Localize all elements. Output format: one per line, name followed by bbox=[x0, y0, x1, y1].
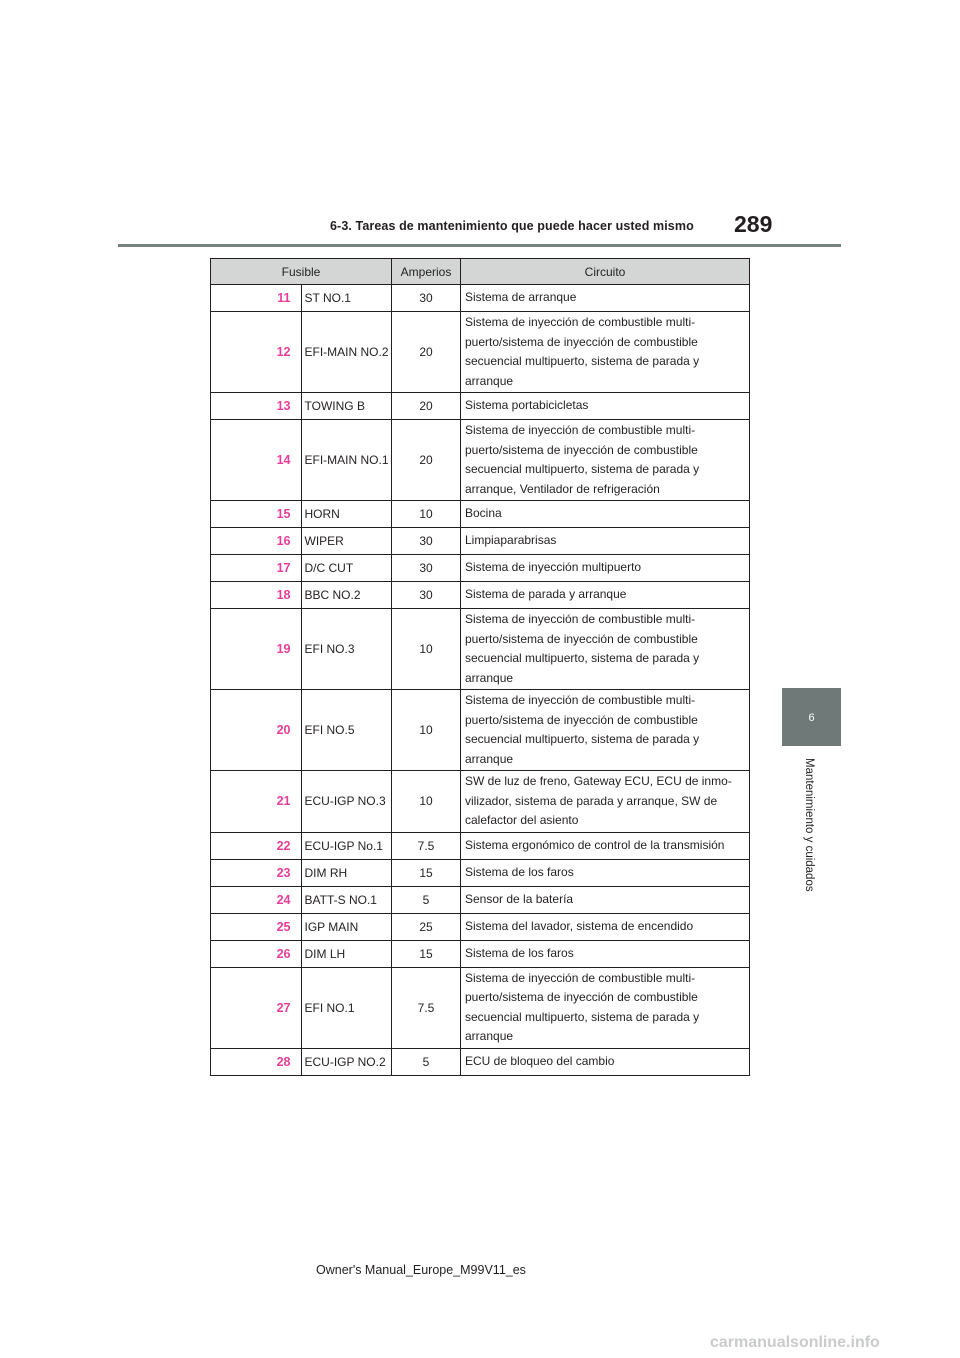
fuse-name: BATT-S NO.1 bbox=[301, 886, 392, 913]
fuse-number: 27 bbox=[211, 967, 302, 1048]
fuse-name: ECU-IGP NO.2 bbox=[301, 1048, 392, 1075]
fuse-name: BBC NO.2 bbox=[301, 582, 392, 609]
fuse-number: 19 bbox=[211, 609, 302, 690]
table-header-row bbox=[211, 259, 750, 285]
fuse-name: DIM RH bbox=[301, 859, 392, 886]
fuse-circuit: Sistema de arranque bbox=[461, 285, 750, 312]
fuse-amperage: 20 bbox=[392, 393, 461, 420]
section-title: 6-3. Tareas de mantenimiento que puede hacer usted mismo bbox=[330, 219, 694, 233]
fuse-number: 17 bbox=[211, 555, 302, 582]
fuse-name: WIPER bbox=[301, 528, 392, 555]
fuse-name: EFI-MAIN NO.1 bbox=[301, 420, 392, 501]
table-row bbox=[211, 420, 750, 501]
table-row bbox=[211, 771, 750, 833]
column-header-circuito: Circuito bbox=[461, 259, 750, 285]
fuse-number: 28 bbox=[211, 1048, 302, 1075]
fuse-circuit: Sistema del lavador, sistema de encendido bbox=[461, 913, 750, 940]
table-row bbox=[211, 913, 750, 940]
fuse-number: 13 bbox=[211, 393, 302, 420]
fuse-number: 25 bbox=[211, 913, 302, 940]
table-row bbox=[211, 501, 750, 528]
table-row bbox=[211, 886, 750, 913]
fuse-amperage: 7.5 bbox=[392, 832, 461, 859]
fuse-name: TOWING B bbox=[301, 393, 392, 420]
fuse-amperage: 5 bbox=[392, 1048, 461, 1075]
fuse-circuit: Sistema de inyección de combustible multi-puerto/sistema de inyección de combustible secuencial multipuerto, sistema de parada y arranque bbox=[461, 312, 750, 393]
fuse-amperage: 20 bbox=[392, 420, 461, 501]
fuse-circuit: SW de luz de freno, Gateway ECU, ECU de inmo-vilizador, sistema de parada y arranque, SW de calefactor del asiento bbox=[461, 771, 750, 833]
fuse-number: 21 bbox=[211, 771, 302, 833]
table-row bbox=[211, 285, 750, 312]
fuse-name: EFI-MAIN NO.2 bbox=[301, 312, 392, 393]
fuse-name: IGP MAIN bbox=[301, 913, 392, 940]
table-row bbox=[211, 582, 750, 609]
table-row bbox=[211, 393, 750, 420]
fuse-amperage: 15 bbox=[392, 940, 461, 967]
watermark: carmanualsonline.info bbox=[710, 1334, 880, 1351]
fuse-circuit: Limpiaparabrisas bbox=[461, 528, 750, 555]
fuse-circuit: Sistema de inyección de combustible multi-puerto/sistema de inyección de combustible secuencial multipuerto, sistema de parada y arranque bbox=[461, 690, 750, 771]
fuse-circuit: Bocina bbox=[461, 501, 750, 528]
fuse-name: D/C CUT bbox=[301, 555, 392, 582]
fuse-number: 12 bbox=[211, 312, 302, 393]
table-row bbox=[211, 555, 750, 582]
fuse-name: EFI NO.3 bbox=[301, 609, 392, 690]
fuse-amperage: 15 bbox=[392, 859, 461, 886]
fuse-name: ECU-IGP NO.3 bbox=[301, 771, 392, 833]
fuse-circuit: Sistema de inyección multipuerto bbox=[461, 555, 750, 582]
table-row bbox=[211, 940, 750, 967]
fuse-amperage: 30 bbox=[392, 285, 461, 312]
fuse-table bbox=[210, 258, 750, 1076]
table-row bbox=[211, 690, 750, 771]
fuse-name: ECU-IGP No.1 bbox=[301, 832, 392, 859]
fuse-circuit: ECU de bloqueo del cambio bbox=[461, 1048, 750, 1075]
fuse-number: 20 bbox=[211, 690, 302, 771]
fuse-number: 22 bbox=[211, 832, 302, 859]
table-row bbox=[211, 312, 750, 393]
table-row bbox=[211, 609, 750, 690]
fuse-number: 23 bbox=[211, 859, 302, 886]
fuse-circuit: Sistema de parada y arranque bbox=[461, 582, 750, 609]
fuse-circuit: Sistema de inyección de combustible multi-puerto/sistema de inyección de combustible secuencial multipuerto, sistema de parada y arranque bbox=[461, 609, 750, 690]
fuse-circuit: Sistema portabicicletas bbox=[461, 393, 750, 420]
page-number: 289 bbox=[734, 211, 773, 237]
fuse-name: ST NO.1 bbox=[301, 285, 392, 312]
fuse-amperage: 10 bbox=[392, 501, 461, 528]
fuse-number: 16 bbox=[211, 528, 302, 555]
fuse-name: EFI NO.5 bbox=[301, 690, 392, 771]
fuse-amperage: 10 bbox=[392, 771, 461, 833]
column-header-amperios: Amperios bbox=[392, 259, 461, 285]
fuse-amperage: 30 bbox=[392, 555, 461, 582]
fuse-number: 24 bbox=[211, 886, 302, 913]
fuse-circuit: Sistema de los faros bbox=[461, 940, 750, 967]
fuse-amperage: 5 bbox=[392, 886, 461, 913]
fuse-number: 11 bbox=[211, 285, 302, 312]
fuse-amperage: 30 bbox=[392, 528, 461, 555]
fuse-name: DIM LH bbox=[301, 940, 392, 967]
footer-manual-id: Owner's Manual_Europe_M99V11_es bbox=[316, 1263, 526, 1277]
fuse-amperage: 20 bbox=[392, 312, 461, 393]
fuse-amperage: 10 bbox=[392, 690, 461, 771]
fuse-number: 14 bbox=[211, 420, 302, 501]
column-header-fusible: Fusible bbox=[211, 259, 392, 285]
fuse-circuit: Sistema de inyección de combustible multi-puerto/sistema de inyección de combustible secuencial multipuerto, sistema de parada y arranque, Ventilador de refrigeración bbox=[461, 420, 750, 501]
chapter-number: 6 bbox=[808, 712, 815, 724]
fuse-circuit: Sistema de los faros bbox=[461, 859, 750, 886]
fuse-circuit: Sistema de inyección de combustible multi-puerto/sistema de inyección de combustible secuencial multipuerto, sistema de parada y arranque bbox=[461, 967, 750, 1048]
fuse-circuit: Sistema ergonómico de control de la transmisión bbox=[461, 832, 750, 859]
fuse-circuit: Sensor de la batería bbox=[461, 886, 750, 913]
fuse-amperage: 30 bbox=[392, 582, 461, 609]
fuse-amperage: 7.5 bbox=[392, 967, 461, 1048]
fuse-name: HORN bbox=[301, 501, 392, 528]
table-row bbox=[211, 528, 750, 555]
fuse-number: 26 bbox=[211, 940, 302, 967]
table-row bbox=[211, 967, 750, 1048]
table-row bbox=[211, 859, 750, 886]
fuse-amperage: 10 bbox=[392, 609, 461, 690]
table-row bbox=[211, 832, 750, 859]
table-row bbox=[211, 1048, 750, 1075]
fuse-number: 18 bbox=[211, 582, 302, 609]
fuse-name: EFI NO.1 bbox=[301, 967, 392, 1048]
fuse-amperage: 25 bbox=[392, 913, 461, 940]
chapter-title: Mantenimiento y cuidados bbox=[803, 758, 815, 892]
header-divider bbox=[118, 244, 841, 247]
fuse-number: 15 bbox=[211, 501, 302, 528]
